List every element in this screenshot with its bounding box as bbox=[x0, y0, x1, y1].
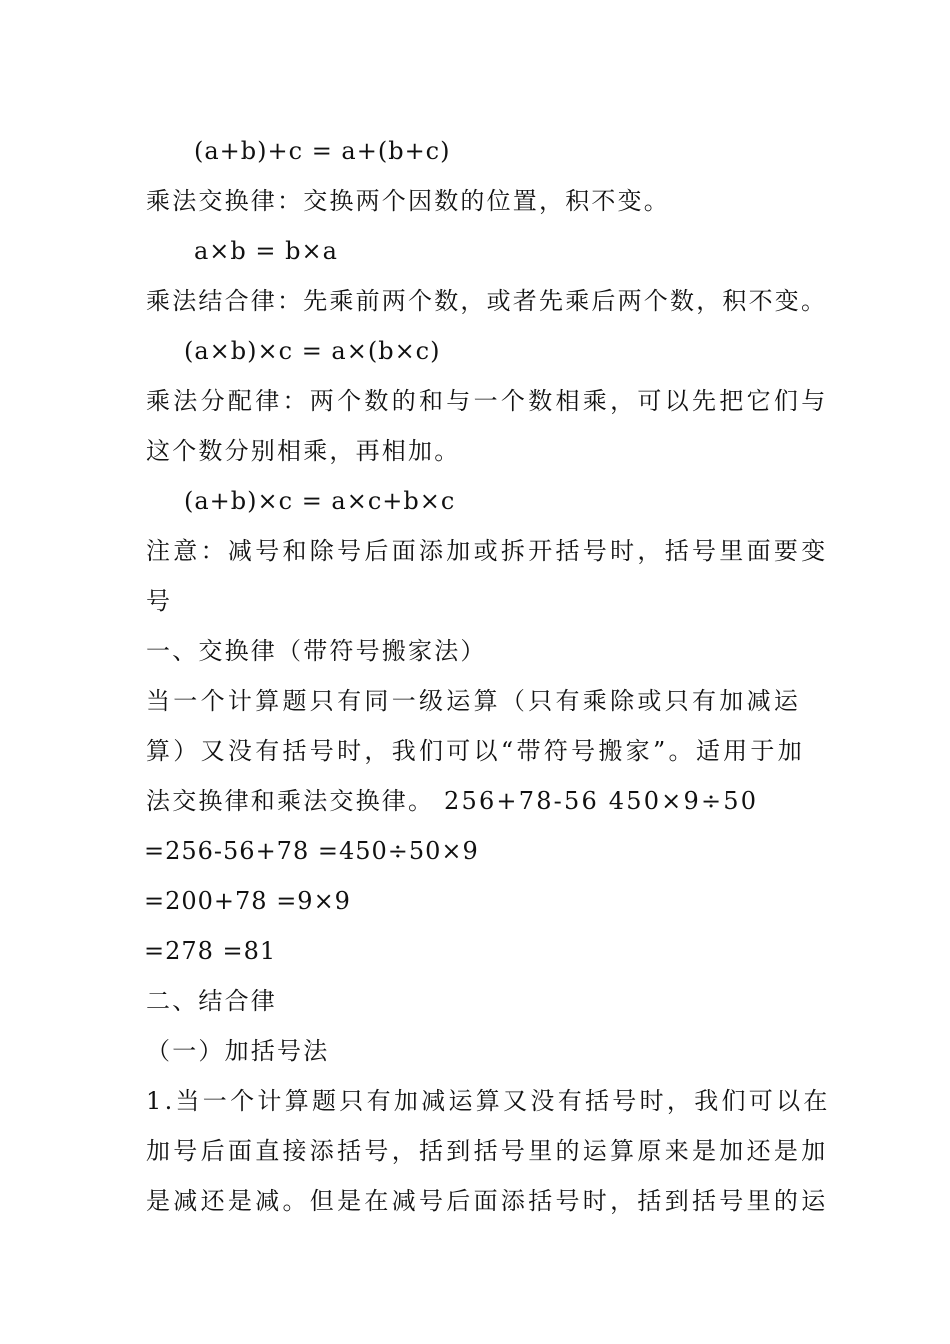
multiplication-associative-law: 乘法结合律：先乘前两个数，或者先乘后两个数，积不变。 bbox=[146, 287, 828, 315]
add-brackets-paragraph-line-2: 加号后面直接添括号，括到括号里的运算原来是加还是加 bbox=[146, 1137, 829, 1165]
multiplication-associative-formula: (a×b)×c = a×(b×c) bbox=[184, 337, 441, 365]
note-line-1: 注意：减号和除号后面添加或拆开括号时，括号里面要变 bbox=[146, 537, 829, 565]
commutative-paragraph-line-2: 算）又没有括号时，我们可以“带符号搬家”。适用于加 bbox=[146, 737, 806, 765]
distributive-law-line-2: 这个数分别相乘，再相加。 bbox=[146, 437, 461, 465]
commutative-paragraph-line-1: 当一个计算题只有同一级运算（只有乘除或只有加减运 bbox=[146, 687, 802, 715]
add-brackets-paragraph-line-1: 1.当一个计算题只有加减运算又没有括号时，我们可以在 bbox=[146, 1087, 831, 1115]
distributive-law-line-1: 乘法分配律：两个数的和与一个数相乘，可以先把它们与 bbox=[146, 387, 829, 415]
multiplication-commutative-law: 乘法交换律：交换两个因数的位置，积不变。 bbox=[146, 187, 670, 215]
distributive-formula: (a+b)×c = a×c+b×c bbox=[184, 487, 456, 515]
add-brackets-paragraph-line-3: 是减还是减。但是在减号后面添括号时，括到括号里的运 bbox=[146, 1187, 829, 1215]
example-step-1: =256-56+78 =450÷50×9 bbox=[144, 837, 479, 865]
note-line-2: 号 bbox=[146, 587, 173, 615]
addition-associative-formula: (a+b)+c = a+(b+c) bbox=[194, 137, 451, 165]
multiplication-commutative-formula: a×b = b×a bbox=[194, 237, 338, 265]
section-heading-associative: 二、结合律 bbox=[146, 987, 277, 1015]
example-step-2: =200+78 =9×9 bbox=[144, 887, 351, 915]
section-heading-commutative: 一、交换律（带符号搬家法） bbox=[146, 637, 487, 665]
subsection-heading-add-brackets: （一）加括号法 bbox=[146, 1037, 330, 1065]
commutative-paragraph-line-3: 法交换律和乘法交换律。 256+78-56 450×9÷50 bbox=[146, 787, 759, 815]
example-step-3: =278 =81 bbox=[144, 937, 277, 965]
